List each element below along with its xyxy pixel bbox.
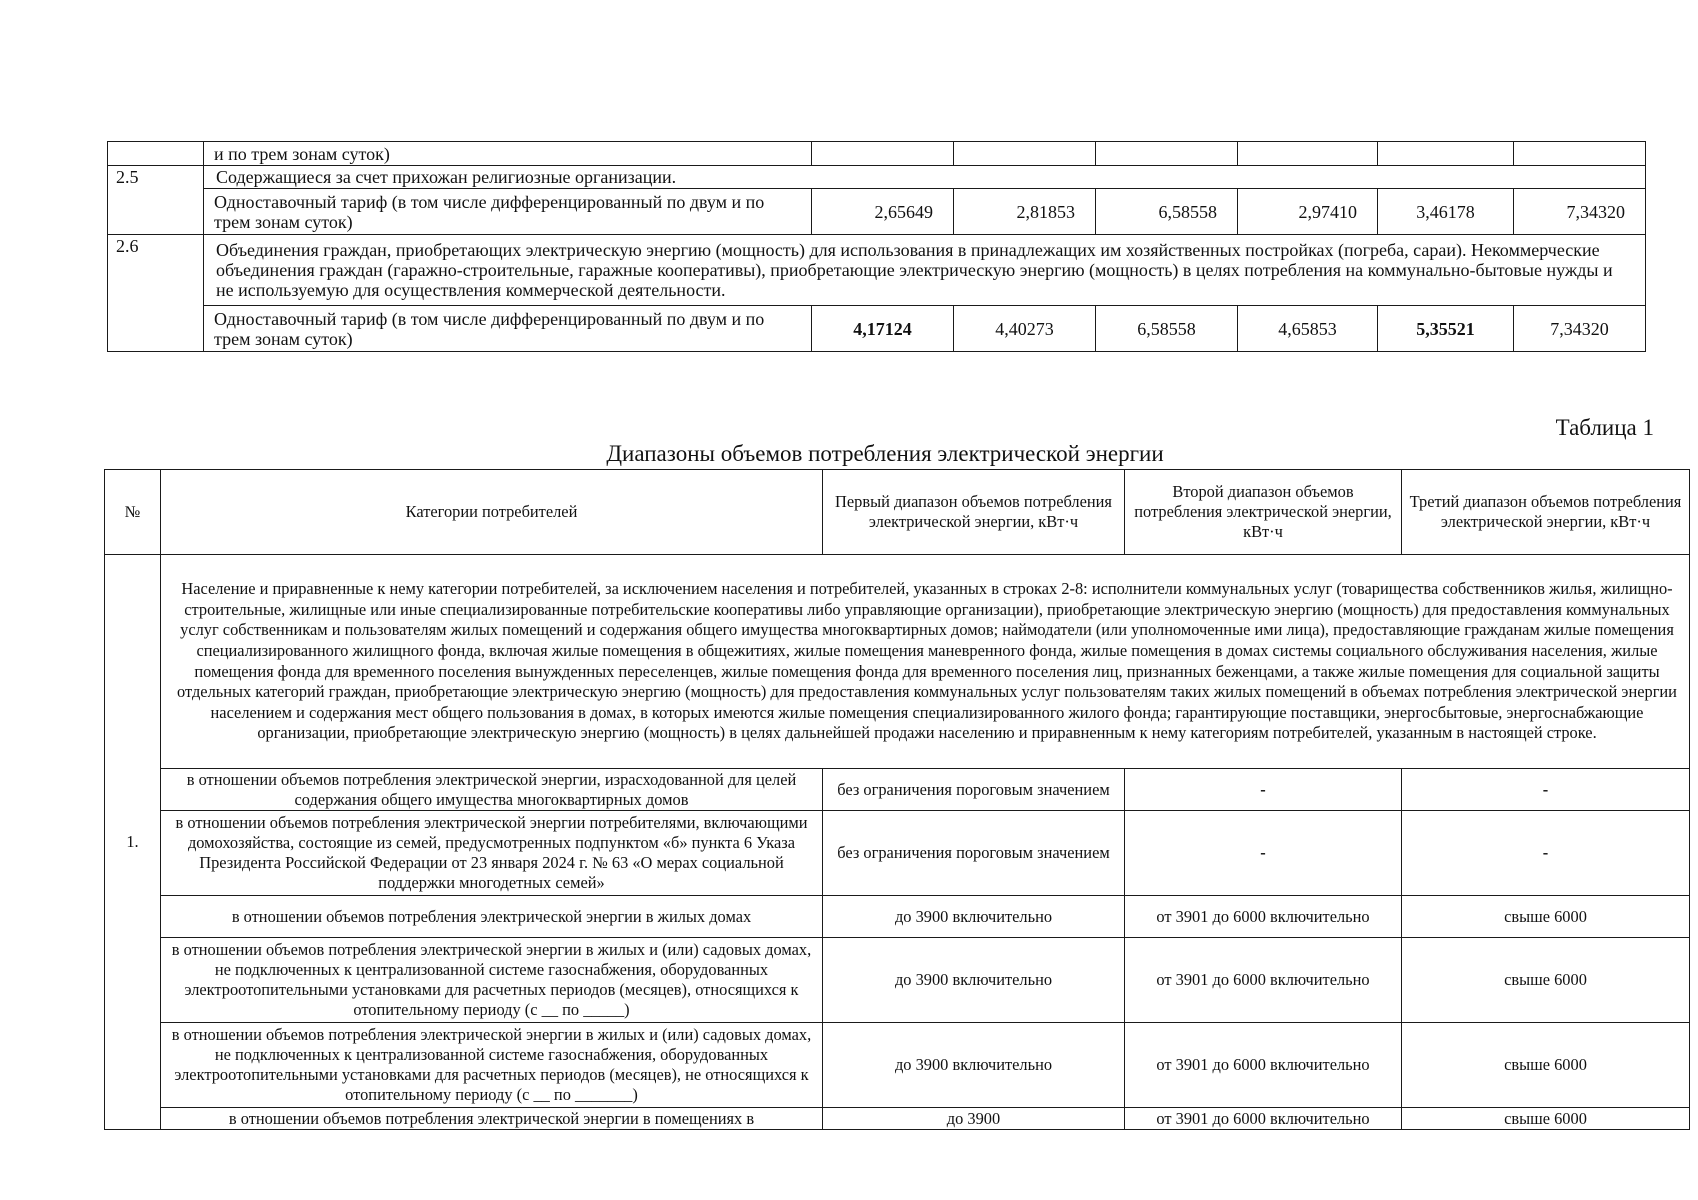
tariff-text: и по трем зонам суток): [204, 142, 812, 166]
tariff-value: [812, 142, 954, 166]
tariff-value: 4,17124: [812, 306, 954, 352]
tariff-value: 4,65853: [1238, 306, 1378, 352]
table-row: [108, 306, 1646, 352]
consumer-category: в отношении объемов потребления электрической энергии, израсходованной для целей содержания общего имущества многоквартирных домов: [161, 769, 823, 811]
column-header-first-range: Первый диапазон объемов потребления электрической энергии, кВт·ч: [823, 470, 1125, 555]
table-row: [105, 811, 1690, 896]
third-range: -: [1402, 769, 1690, 811]
table-row: [105, 769, 1690, 811]
first-range: до 3900 включительно: [823, 1023, 1125, 1108]
tariff-value: 2,65649: [812, 189, 954, 235]
second-range: от 3901 до 6000 включительно: [1125, 896, 1402, 938]
tariff-table: [107, 141, 1646, 352]
table-row: [105, 938, 1690, 1023]
tariff-value: [954, 142, 1096, 166]
table-row: [108, 189, 1646, 235]
table-row: [105, 555, 1690, 769]
table-number-label: Таблица 1: [1555, 415, 1654, 440]
consumer-category: в отношении объемов потребления электрической энергии в жилых и (или) садовых домах, не подключенных к централизованной системе газоснабжения, оборудованных электроотопительными установками для расчетных периодов (месяцев), относящихся к отопительному периоду (с __ по _____): [161, 938, 823, 1023]
tariff-value: 5,35521: [1378, 306, 1514, 352]
third-range: -: [1402, 811, 1690, 896]
second-range: от 3901 до 6000 включительно: [1125, 1108, 1402, 1130]
column-header-second-range: Второй диапазон объемов потребления электрической энергии, кВт·ч: [1125, 470, 1402, 555]
column-header-category: Категории потребителей: [161, 470, 823, 555]
consumer-category: в отношении объемов потребления электрической энергии в помещениях в: [161, 1108, 823, 1130]
tariff-value: 4,40273: [954, 306, 1096, 352]
first-range: до 3900: [823, 1108, 1125, 1130]
row-number: 1.: [105, 555, 161, 1130]
first-range: до 3900 включительно: [823, 938, 1125, 1023]
table-row: [105, 1023, 1690, 1108]
table-title: Диапазоны объемов потребления электрической энергии: [606, 441, 1164, 466]
second-range: -: [1125, 769, 1402, 811]
tariff-text: Одноставочный тариф (в том числе дифференцированный по двум и по трем зонам суток): [204, 306, 812, 352]
tariff-value: [1096, 142, 1238, 166]
row-number: 2.5: [108, 166, 204, 235]
second-range: -: [1125, 811, 1402, 896]
second-range: от 3901 до 6000 включительно: [1125, 938, 1402, 1023]
third-range: свыше 6000: [1402, 938, 1690, 1023]
table-row: [108, 235, 1646, 306]
row-number: [108, 142, 204, 166]
tariff-value: 2,81853: [954, 189, 1096, 235]
category-description: Содержащиеся за счет прихожан религиозные организации.: [204, 166, 1646, 189]
consumer-category: в отношении объемов потребления электрической энергии потребителями, включающими домохозяйства, состоящие из семей, предусмотренных подпунктом «б» пункта 6 Указа Президента Российской Федерации от 23 января 2024 г. № 63 «О мерах социальной поддержки многодетных семей»: [161, 811, 823, 896]
consumption-ranges-table: [104, 469, 1690, 1130]
first-range: без ограничения пороговым значением: [823, 811, 1125, 896]
category-description: Объединения граждан, приобретающих электрическую энергию (мощность) для использования в принадлежащих им хозяйственных постройках (погреба, сараи). Некоммерческие объединения граждан (гаражно-строительные, гаражные кооперативы), приобретающие электрическую энергию (мощность) в целях потребления на коммунально-бытовые нужды и не используемую для осуществления коммерческой деятельности.: [204, 235, 1646, 306]
tariff-value: 2,97410: [1238, 189, 1378, 235]
first-range: без ограничения пороговым значением: [823, 769, 1125, 811]
third-range: свыше 6000: [1402, 896, 1690, 938]
table-row: [105, 896, 1690, 938]
third-range: свыше 6000: [1402, 1023, 1690, 1108]
consumer-category: в отношении объемов потребления электрической энергии в жилых домах: [161, 896, 823, 938]
tariff-value: [1238, 142, 1378, 166]
tariff-text: Одноставочный тариф (в том числе дифференцированный по двум и по трем зонам суток): [204, 189, 812, 235]
tariff-value: 6,58558: [1096, 189, 1238, 235]
consumer-category: в отношении объемов потребления электрической энергии в жилых и (или) садовых домах, не подключенных к централизованной системе газоснабжения, оборудованных электроотопительными установками для расчетных периодов (месяцев), не относящихся к отопительному периоду (с __ по _______): [161, 1023, 823, 1108]
table-row: [108, 166, 1646, 189]
category-intro-text: Население и приравненные к нему категории потребителей, за исключением населения и потребителей, указанных в строках 2-8: исполнители коммунальных услуг (товарищества собственников жилья, жилищно-строительные, жилищные или иные специализированные потребительские кооперативы либо управляющие организации), приобретающие электрическую энергию (мощность) для предоставления коммунальных услуг собственникам и пользователям жилых помещений и содержания общего имущества многоквартирных домов; наймодатели (или уполномоченные ими лица), предоставляющие гражданам жилые помещения специализированного жилищного фонда, включая жилые помещения в общежитиях, жилые помещения маневренного фонда, жилые помещения в домах системы социального обслуживания населения, жилые помещения фонда для временного поселения вынужденных переселенцев, жилые помещения фонда для временного поселения лиц, признанных беженцами, а также жилые помещения для социальной защиты отдельных категорий граждан, приобретающие электрическую энергию (мощность) для предоставления коммунальных услуг пользователям таких жилых помещений в объемах потребления электрической энергии населением и содержания мест общего пользования в домах, в которых имеются жилые помещения специализированного жилого фонда; гарантирующие поставщики, энергосбытовые, энергоснабжающие организации, приобретающие электрическую энергию (мощность) в целях дальнейшей продажи населению и приравненным к нему категориям потребителей, указанным в настоящей строке.: [161, 555, 1690, 769]
column-header-third-range: Третий диапазон объемов потребления электрической энергии, кВт·ч: [1402, 470, 1690, 555]
tariff-value: [1378, 142, 1514, 166]
tariff-value: 7,34320: [1514, 189, 1646, 235]
row-number: 2.6: [108, 235, 204, 352]
tariff-value: 7,34320: [1514, 306, 1646, 352]
second-range: от 3901 до 6000 включительно: [1125, 1023, 1402, 1108]
table-header-row: [105, 470, 1690, 555]
column-header-number: №: [105, 470, 161, 555]
tariff-value: 3,46178: [1378, 189, 1514, 235]
tariff-value: [1514, 142, 1646, 166]
tariff-value: 6,58558: [1096, 306, 1238, 352]
third-range: свыше 6000: [1402, 1108, 1690, 1130]
table-row: [108, 142, 1646, 166]
first-range: до 3900 включительно: [823, 896, 1125, 938]
table-row: [105, 1108, 1690, 1130]
